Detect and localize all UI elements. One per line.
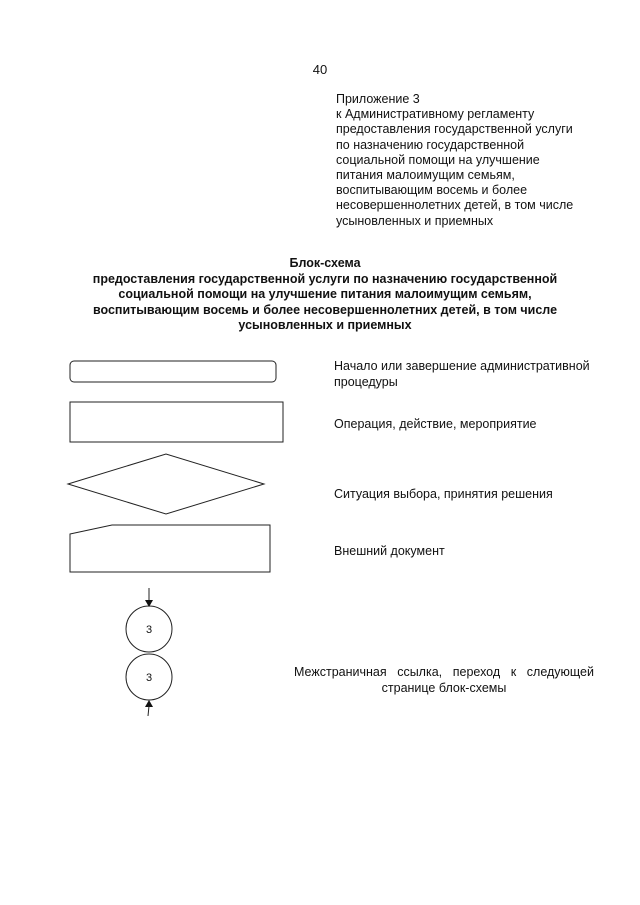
legend-page-reference-text <box>294 664 594 696</box>
appendix-line: Приложение 3 <box>336 92 420 106</box>
legend-operation-line: Операция, действие, мероприятие <box>334 417 537 431</box>
arrow-line-bottom <box>148 706 149 716</box>
operation-shape <box>70 402 283 442</box>
legend-start-end-line: процедуры <box>334 375 398 389</box>
appendix-line: усыновленных и приемных <box>336 213 494 228</box>
appendix-line: питания малоимущим семьям, <box>336 168 515 183</box>
appendix-line: предоставления государственной услуги <box>336 122 573 137</box>
legend-start-end-line: Начало или завершение административной <box>334 359 590 373</box>
legend-decision-text <box>334 486 553 502</box>
legend-external-document-text <box>334 543 445 559</box>
external-document-shape <box>70 525 270 572</box>
title-line: предоставления государственной услуги по назначению государственной <box>92 271 558 286</box>
title-line: социальной помощи на улучшение питания малоимущим семьям, <box>118 287 532 301</box>
start-end-shape <box>70 361 276 382</box>
connector-label-bottom: 3 <box>145 672 153 684</box>
appendix-line: к Административному регламенту <box>336 107 535 122</box>
appendix-line: социальной помощи на улучшение <box>336 152 540 167</box>
appendix-line: воспитывающим восемь и более <box>336 183 528 198</box>
title-line: усыновленных и приемных <box>238 318 412 332</box>
legend-page-reference-line: Межстраничная ссылка, переход к следующей <box>294 665 594 679</box>
decision-shape <box>68 454 264 514</box>
legend-decision-line: Ситуация выбора, принятия решения <box>334 487 553 501</box>
legend-page-reference-line: странице блок-схемы <box>381 681 507 695</box>
appendix-line: несовершеннолетних детей, в том числе <box>336 198 574 213</box>
legend-operation-text <box>334 416 537 432</box>
connector-label-top: 3 <box>145 624 153 636</box>
appendix-line: по назначению государственной <box>336 137 525 152</box>
legend-start-end-text <box>334 358 590 390</box>
title-line: Блок-схема <box>289 256 361 270</box>
arrow-head-up <box>145 700 153 707</box>
page-number: 40 <box>312 62 328 77</box>
legend-external-document-line: Внешний документ <box>334 544 445 558</box>
title-line: воспитывающим восемь и более несовершеннолетних детей, в том числе <box>92 302 558 317</box>
